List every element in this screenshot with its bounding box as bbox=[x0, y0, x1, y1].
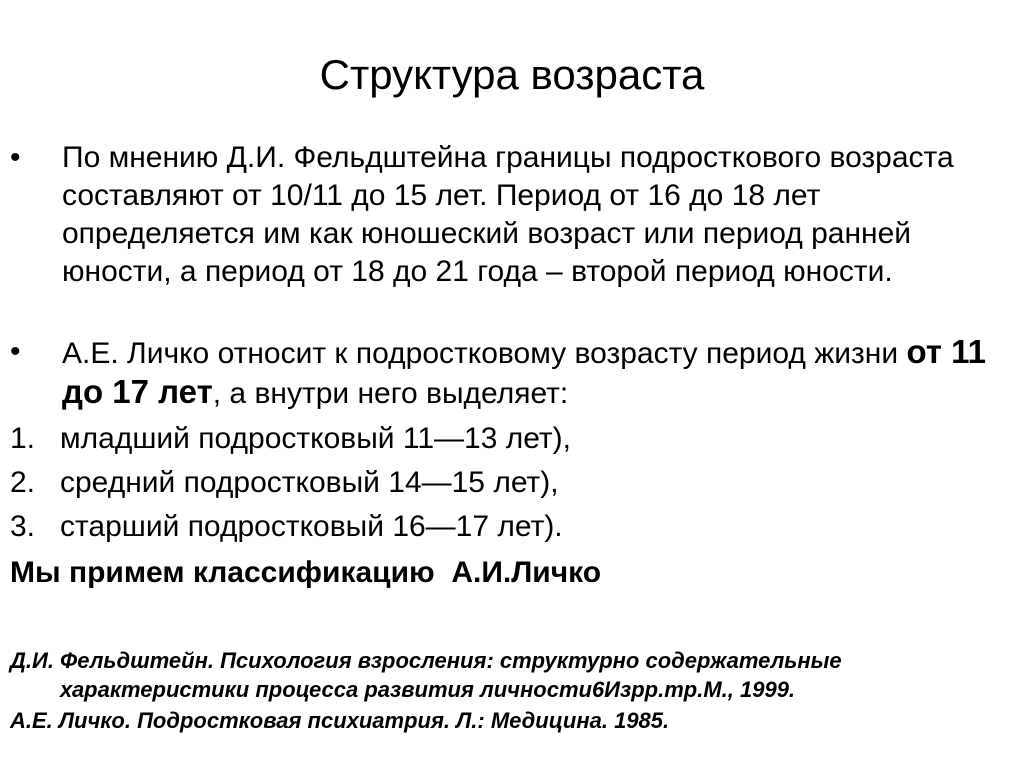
bullet-text bbox=[62, 333, 1010, 413]
bullet-lichko bbox=[10, 333, 1010, 413]
bullet-mark: • bbox=[10, 335, 21, 368]
bullet-text-start: А.Е. Личко относит к подростковому возрасту период жизни bbox=[62, 337, 907, 370]
list-text: средний подростковый 14—15 лет), bbox=[60, 466, 559, 499]
list-number: 1. bbox=[10, 422, 36, 455]
list-number: 2. bbox=[10, 466, 36, 499]
slide-title: Структура возраста bbox=[319, 51, 705, 98]
list-text: старший подростковый 16—17 лет). bbox=[60, 510, 563, 543]
reference-line-continued: характеристики процесса развития личности6Изрр.тр.М., 1999. bbox=[60, 677, 796, 702]
reference-feldshtein bbox=[10, 646, 1010, 704]
bullet-emphasis: от 11 до 17 лет bbox=[62, 333, 987, 410]
bullet-text: По мнению Д.И. Фельдштейна границы подросткового возраста составляют от 10/11 до 15 лет. Период от 16 до 18 лет определяется им как юношеский возраст или период ранней юности, а период от 18 до 21 года – второй период юности. bbox=[62, 141, 954, 288]
bullet-mark: • bbox=[10, 141, 21, 174]
list-item-middle bbox=[10, 464, 1010, 502]
list-item-younger bbox=[10, 420, 1010, 458]
list-number: 3. bbox=[10, 510, 36, 543]
list-text: младший подростковый 11—13 лет), bbox=[60, 422, 571, 455]
reference-lichko bbox=[10, 706, 1010, 735]
conclusion-text: Мы примем классификацию А.И.Личко bbox=[10, 556, 602, 589]
bullet-text-end: , а внутри него выделяет: bbox=[212, 377, 569, 410]
reference-line: Д.И. Фельдштейн. Психология взросления: структурно содержательные bbox=[10, 648, 842, 673]
list-item-older bbox=[10, 508, 1010, 546]
reference-line: А.Е. Личко. Подростковая психиатрия. Л.: Медицина. 1985. bbox=[10, 708, 670, 733]
bullet-feldshtein bbox=[10, 139, 1010, 291]
